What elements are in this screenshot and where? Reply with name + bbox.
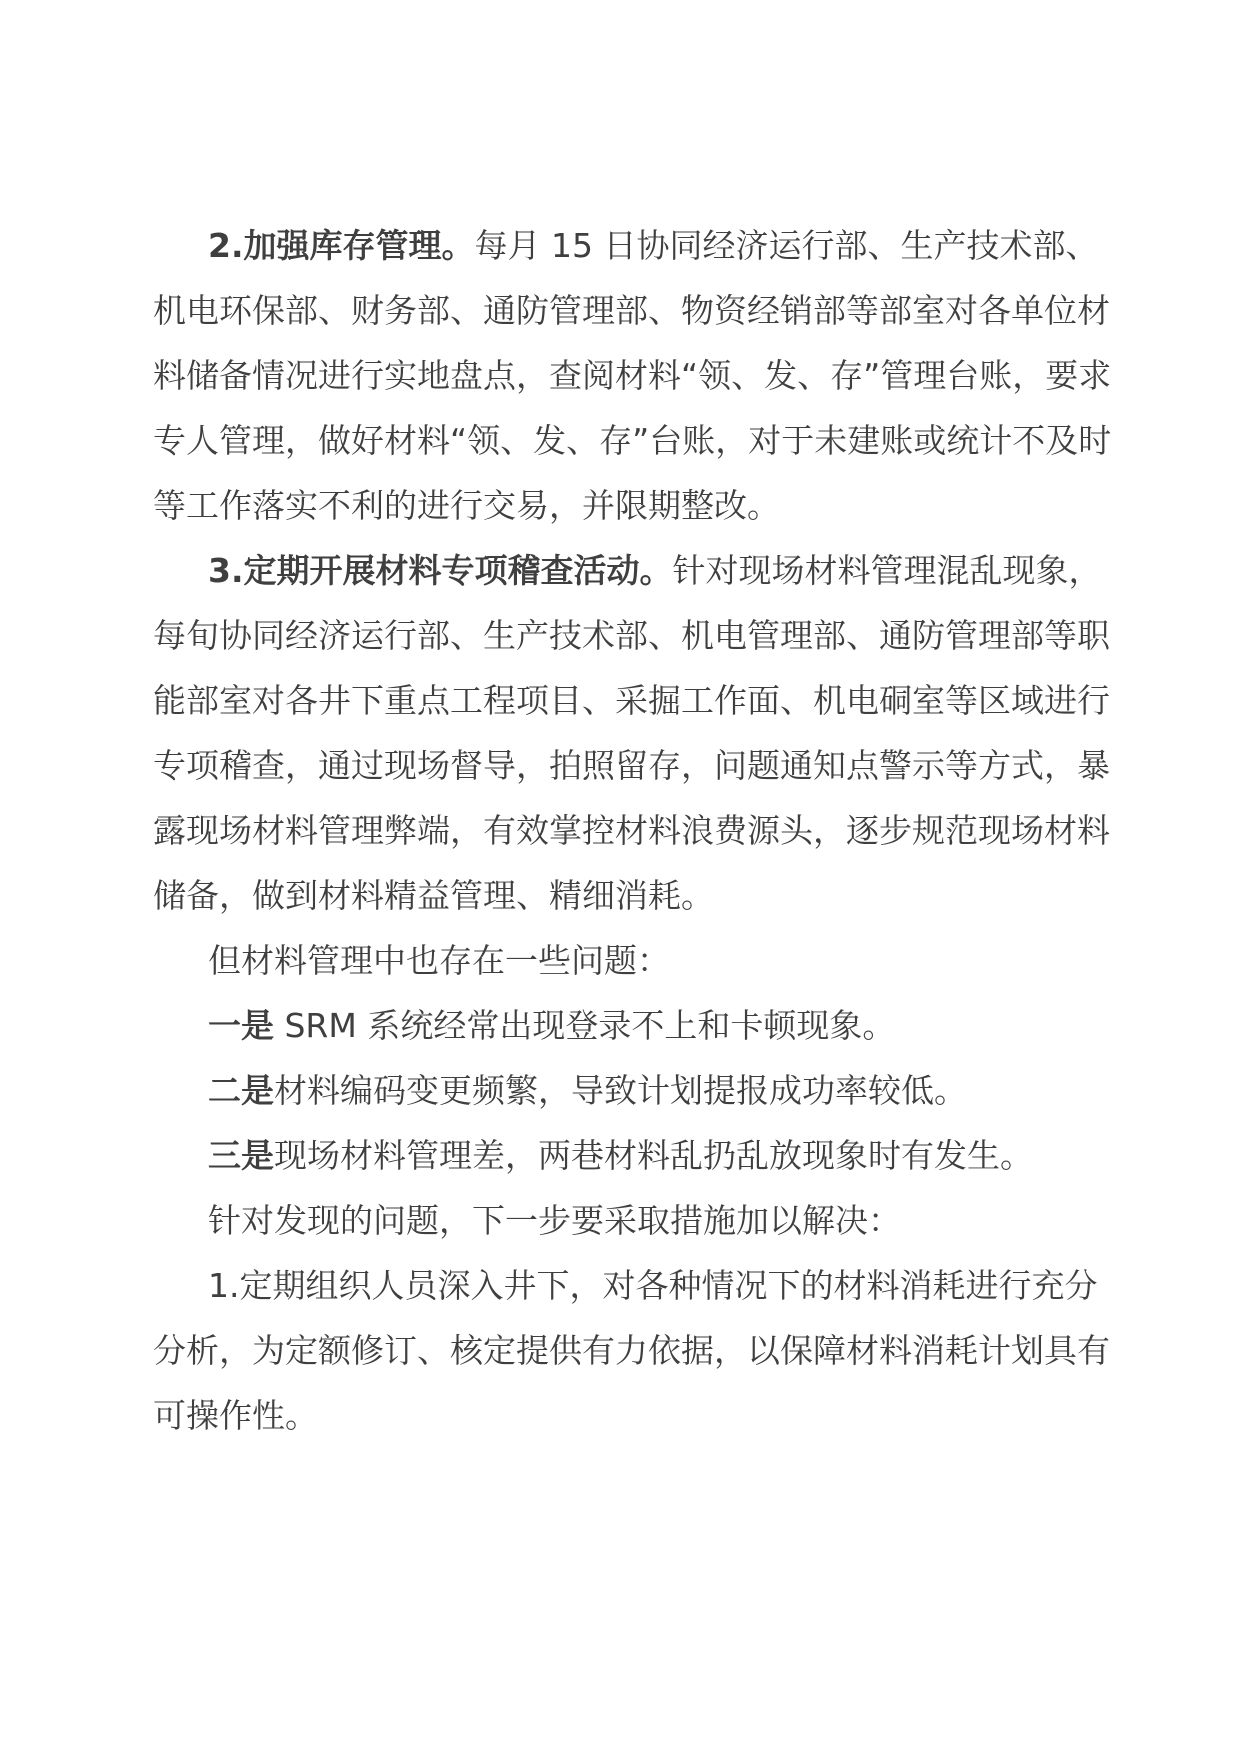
paragraph-heading: 二是 [208, 1071, 274, 1110]
paragraph-heading: 3.定期开展材料专项稽查活动。 [208, 551, 673, 590]
paragraph-text: 材料编码变更频繁，导致计划提报成功率较低。 [274, 1071, 967, 1110]
paragraph-text: 1.定期组织人员深入井下，对各种情况下的材料消耗进行充分分析，为定额修订、核定提供有力依据，以保障材料消耗计划具有可操作性。 [153, 1266, 1110, 1435]
paragraph-problem-three [153, 1123, 1119, 1188]
paragraph-text: 针对发现的问题，下一步要采取措施加以解决： [208, 1201, 901, 1240]
paragraph-text: 每月 15 日协同经济运行部、生产技术部、机电环保部、财务部、通防管理部、物资经销部等部室对各单位材料储备情况进行实地盘点，查阅材料“领、发、存”管理台账，要求专人管理，做好材料“领、发、存”台账，对于未建账或统计不及时等工作落实不利的进行交易，并限期整改。 [153, 226, 1112, 525]
paragraph-measure-one [153, 1253, 1119, 1448]
paragraph-inventory-management [153, 213, 1119, 538]
paragraph-text: 针对现场材料管理混乱现象，每旬协同经济运行部、生产技术部、机电管理部、通防管理部等职能部室对各井下重点工程项目、采掘工作面、机电硐室等区域进行专项稽查，通过现场督导，拍照留存，问题通知点警示等方式，暴露现场材料管理弊端，有效掌控材料浪费源头，逐步规范现场材料储备，做到材料精益管理、精细消耗。 [153, 551, 1110, 915]
paragraph-text: 现场材料管理差，两巷材料乱扔乱放现象时有发生。 [274, 1136, 1033, 1175]
paragraph-heading: 一是 [208, 1006, 274, 1045]
paragraph-heading: 2.加强库存管理。 [208, 226, 475, 265]
paragraph-text: SRM 系统经常出现登录不上和卡顿现象。 [274, 1006, 896, 1045]
paragraph-text: 但材料管理中也存在一些问题： [208, 941, 670, 980]
paragraph-problem-one [153, 993, 1119, 1058]
paragraph-special-inspection [153, 538, 1119, 928]
paragraph-measures-intro [153, 1188, 1119, 1253]
document-body [153, 213, 1119, 1448]
paragraph-problems-intro [153, 928, 1119, 993]
paragraph-problem-two [153, 1058, 1119, 1123]
paragraph-heading: 三是 [208, 1136, 274, 1175]
